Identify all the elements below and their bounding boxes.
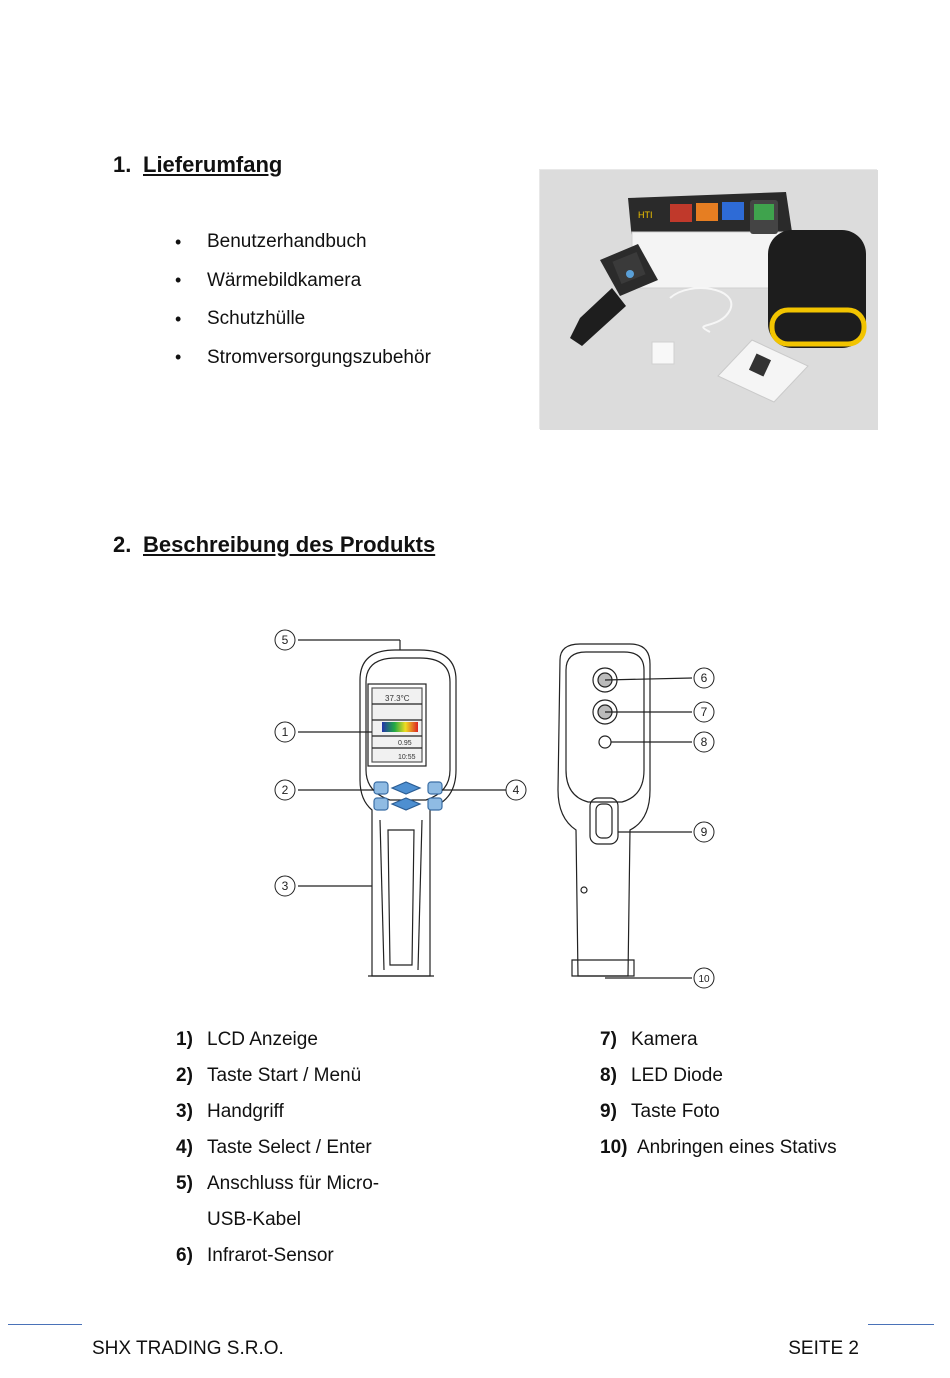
bullet-icon: • <box>175 308 182 329</box>
callout-6 <box>694 668 714 688</box>
list-item: • Stromversorgungszubehör <box>175 346 431 368</box>
footer-company: SHX TRADING S.R.O. <box>92 1338 284 1359</box>
part-item: 8) LED Diode <box>600 1065 723 1086</box>
svg-text:7: 7 <box>700 705 708 719</box>
bullet-icon: • <box>175 270 182 291</box>
package-illustration <box>540 170 878 430</box>
svg-text:6: 6 <box>700 671 708 685</box>
svg-text:9: 9 <box>700 825 708 839</box>
screen-emissivity-readout: 0.95 <box>398 740 412 747</box>
section-1-heading <box>113 152 282 178</box>
svg-text:1: 1 <box>281 725 289 739</box>
section-2-title: Beschreibung des Produkts <box>143 532 436 557</box>
product-diagram <box>260 620 740 1000</box>
callout-2 <box>275 780 295 800</box>
list-item: • Wärmebildkamera <box>175 269 362 291</box>
callout-10 <box>694 968 714 988</box>
callout-5 <box>275 630 295 650</box>
callout-8 <box>694 732 714 752</box>
front-view <box>360 650 456 976</box>
list-item: • Schutzhülle <box>175 308 306 330</box>
section-2-number: 2. <box>113 532 132 557</box>
svg-text:2: 2 <box>281 783 289 797</box>
svg-text:4: 4 <box>512 783 520 797</box>
section-2-heading <box>113 532 435 558</box>
callout-3 <box>275 876 295 896</box>
back-view <box>558 644 650 976</box>
footer-page-number: SEITE 2 <box>788 1338 859 1359</box>
bullet-icon: • <box>175 231 182 252</box>
footer-rule-left <box>8 1324 82 1325</box>
part-item: 3) Handgriff <box>176 1101 284 1122</box>
svg-text:8: 8 <box>700 735 708 749</box>
parts-list-left <box>176 1022 476 1274</box>
list-item: • Benutzerhandbuch <box>175 231 367 253</box>
part-item: 2) Taste Start / Menü <box>176 1065 362 1086</box>
footer-rule-right <box>868 1324 934 1325</box>
bullet-icon: • <box>175 347 182 368</box>
callout-7 <box>694 702 714 722</box>
product-package-photo <box>539 169 877 429</box>
part-item: 7) Kamera <box>600 1029 698 1050</box>
callout-9 <box>694 822 714 842</box>
part-item: 9) Taste Foto <box>600 1101 720 1122</box>
part-item: 10) Anbringen eines Stativs <box>600 1137 837 1158</box>
part-item-continuation: USB-Kabel <box>207 1209 301 1230</box>
part-item: 4) Taste Select / Enter <box>176 1137 372 1158</box>
callout-1 <box>275 722 295 742</box>
section-1-number: 1. <box>113 152 132 177</box>
screen-time-readout: 10:55 <box>398 754 416 761</box>
svg-text:5: 5 <box>281 633 289 647</box>
contents-list <box>175 223 431 377</box>
part-item: 6) Infrarot-Sensor <box>176 1245 334 1266</box>
part-item: 1) LCD Anzeige <box>176 1029 318 1050</box>
svg-text:3: 3 <box>281 879 289 893</box>
parts-list-right <box>600 1022 900 1166</box>
svg-text:10: 10 <box>698 974 710 985</box>
callout-4 <box>506 780 526 800</box>
box-brand-logo: HTI <box>638 210 653 220</box>
screen-temp-readout: 37.3°C <box>385 694 410 703</box>
section-1-title: Lieferumfang <box>143 152 283 177</box>
part-item: 5) Anschluss für Micro- <box>176 1173 380 1194</box>
